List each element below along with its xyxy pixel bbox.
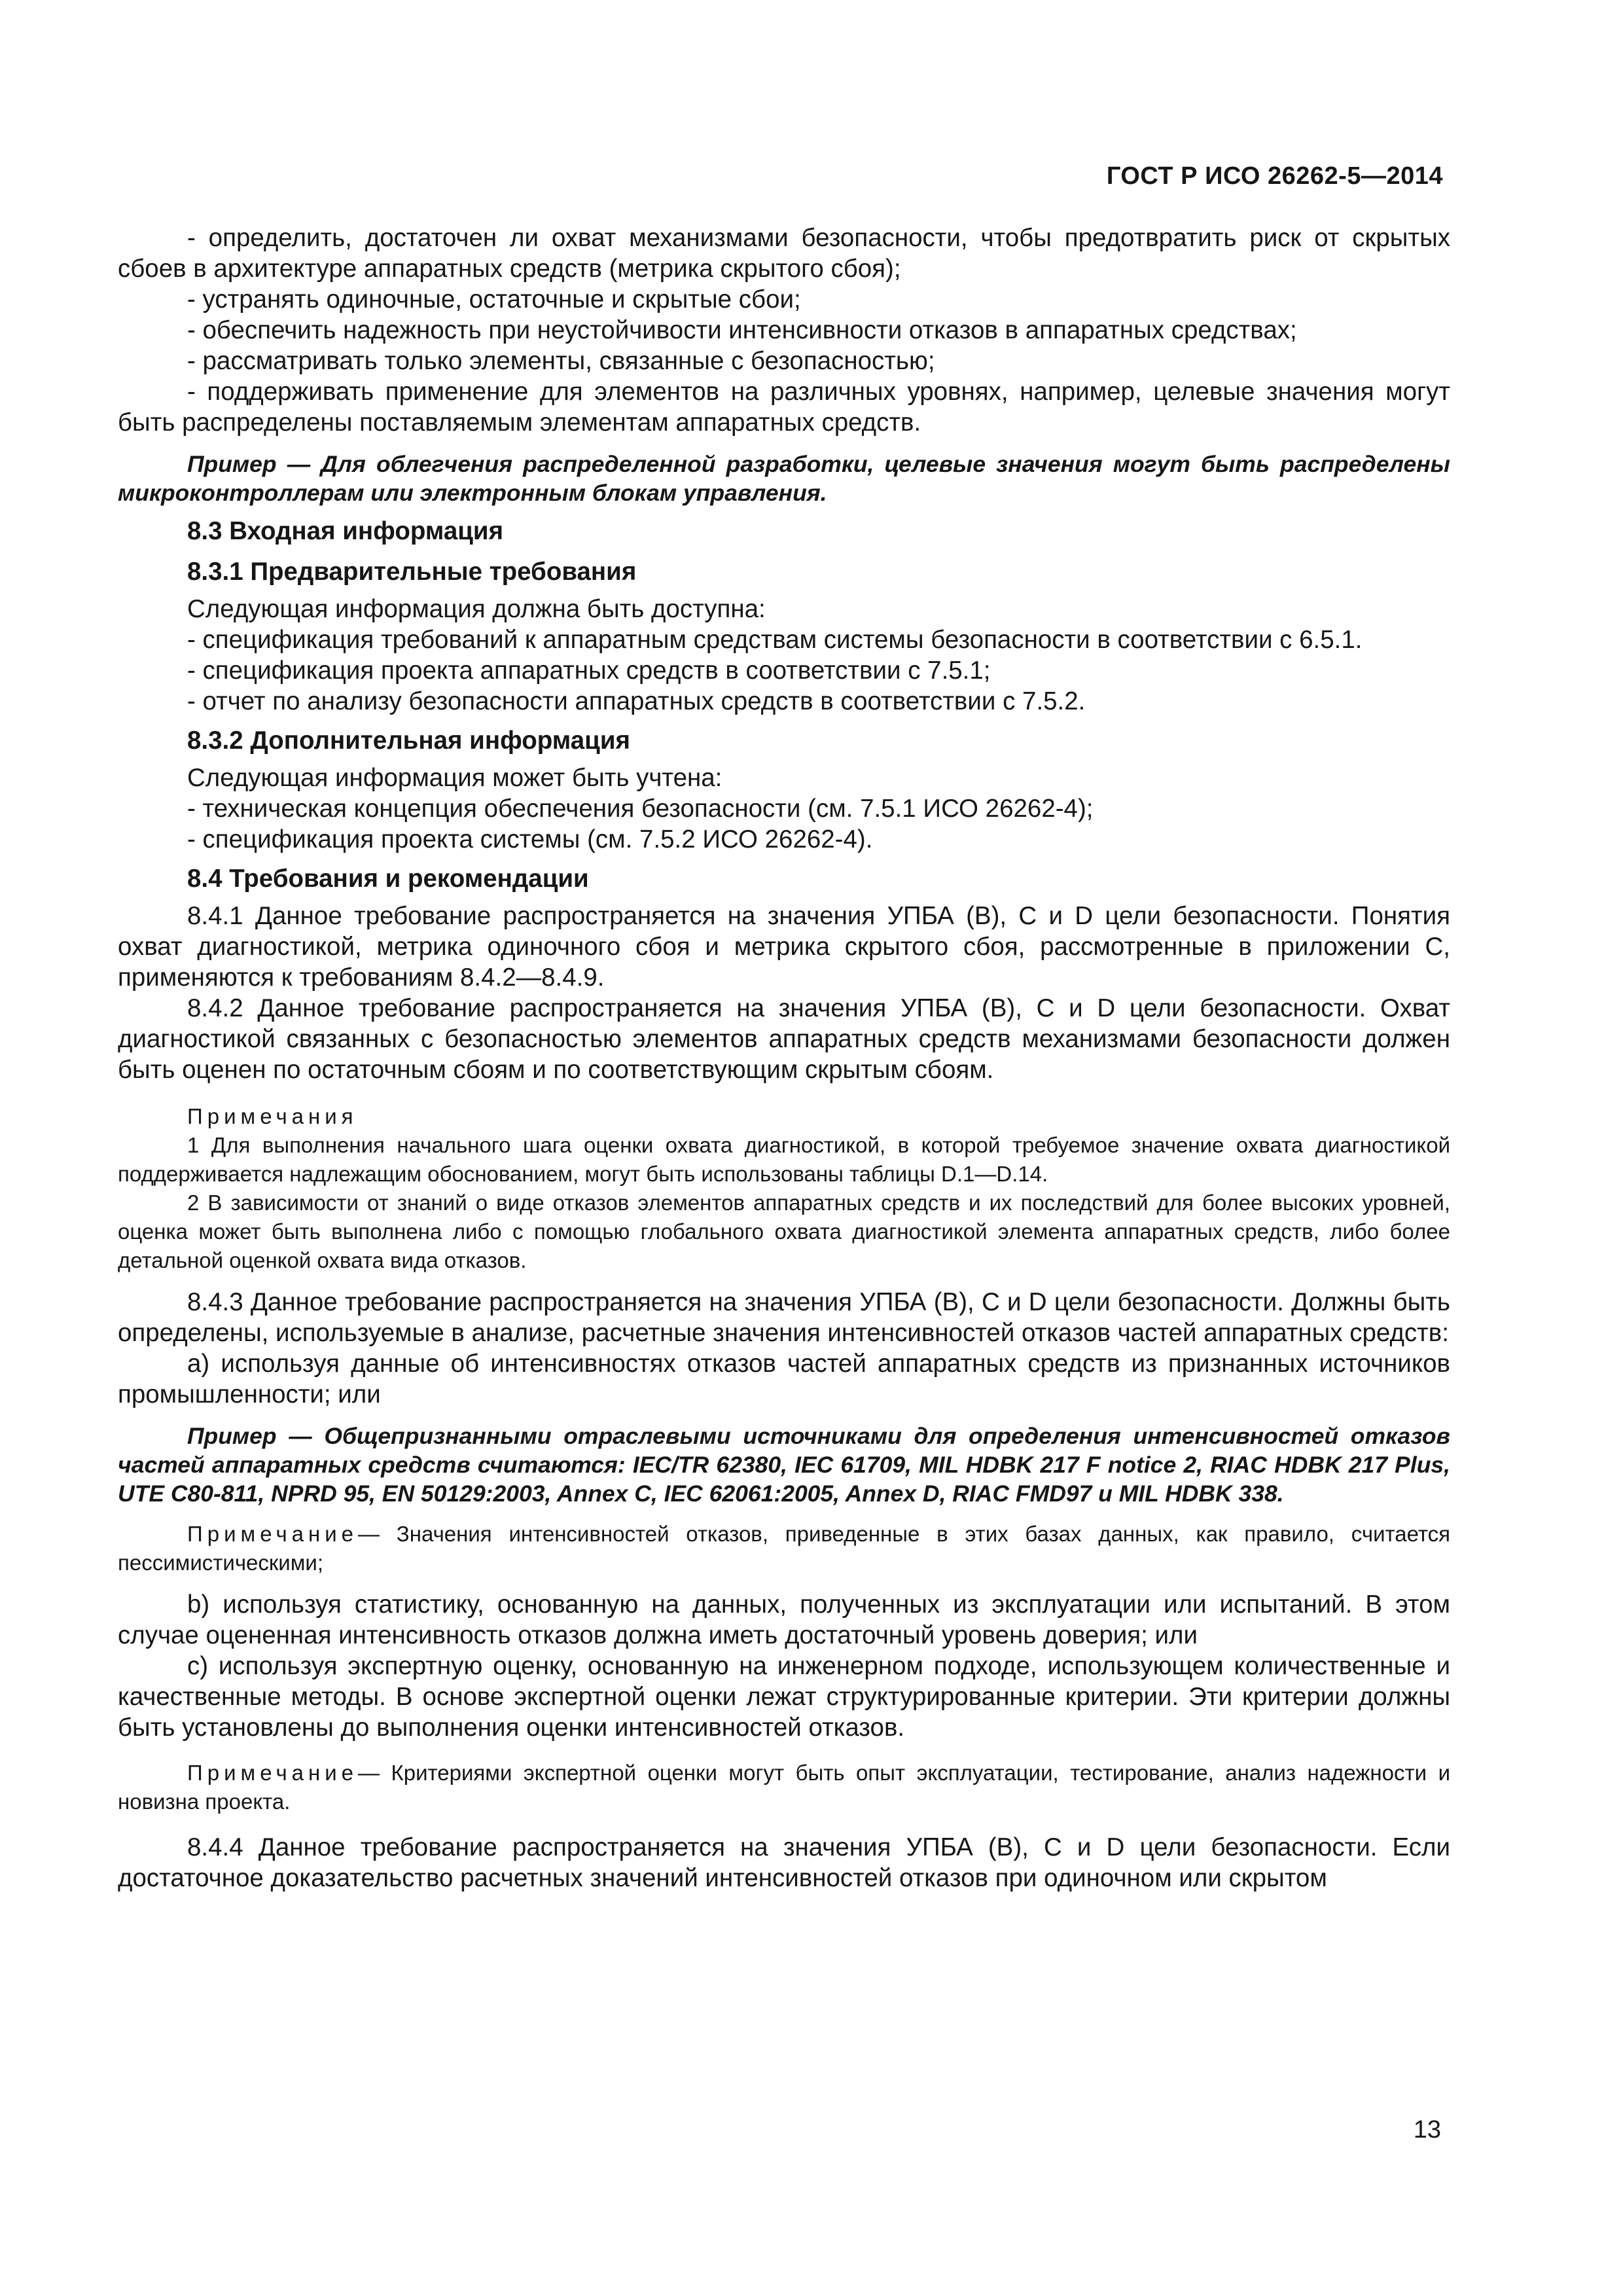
note-label: Примечание	[187, 1522, 359, 1546]
paragraph: 8.4.4 Данное требование распространяется на значения УПБА (B), C и D цели безопасности. Если достаточное доказательство расчетных значений интенсивностей отказов при одиночном или скрытом	[118, 1833, 1450, 1892]
subsection-heading: 8.3.1 Предварительные требования	[187, 558, 637, 586]
note-text	[118, 1759, 1450, 1816]
note-text	[118, 1520, 1450, 1577]
section-heading: 8.4 Требования и рекомендации	[187, 865, 589, 893]
list-item: - рассматривать только элементы, связанные с безопасностью;	[187, 347, 935, 375]
list-item: - обеспечить надежность при неустойчивости интенсивности отказов в аппаратных средствах;	[187, 316, 1297, 344]
list-item: - спецификация требований к аппаратным средствам системы безопасности в соответствии с 6.5.1.	[187, 626, 1363, 654]
paragraph: Следующая информация может быть учтена:	[187, 764, 722, 792]
paragraph: 8.4.2 Данное требование распространяется на значения УПБА (B), C и D цели безопасности. Охват диагностикой связанных с безопасностью элементов аппаратных средств механизмами безопасности должен быть оценен по остаточным сбоям и по соответствующим скрытым сбоям.	[118, 994, 1450, 1084]
list-item: - устранять одиночные, остаточные и скрытые сбои;	[187, 285, 801, 314]
list-item: - отчет по анализу безопасности аппаратных средств в соответствии с 7.5.2.	[187, 687, 1086, 715]
notes-heading: Примечания	[187, 1104, 358, 1128]
paragraph: 8.4.1 Данное требование распространяется на значения УПБА (B), C и D цели безопасности. Понятия охват диагностикой, метрика одиночного сбоя и метрика скрытого сбоя, рассмотренные в приложении C, применяются к требованиям 8.4.2—8.4.9.	[118, 902, 1450, 992]
note-label: Примечание	[187, 1761, 359, 1785]
list-item: - техническая концепция обеспечения безопасности (см. 7.5.1 ИСО 26262-4);	[187, 795, 1094, 823]
note-body: — Критериями экспертной оценки могут быть опыт эксплуатации, тестирование, анализ надежности и новизна проекта.	[118, 1761, 1450, 1814]
list-item: a) используя данные об интенсивностях отказов частей аппаратных средств из признанных источников промышленности; или	[118, 1350, 1450, 1408]
list-item: - спецификация проекта аппаратных средств в соответствии с 7.5.1;	[187, 656, 991, 685]
paragraph: Следующая информация должна быть доступна:	[187, 595, 766, 623]
example-text: Пример — Общепризнанными отраслевыми источниками для определения интенсивностей отказов частей аппаратных средств считаются: IEC/TR 62380, IEC 61709, MIL HDBK 217 F notice 2, RIAC HDBK 217 Plus, UTE C80-811, NPRD 95, EN 50129:2003, Annex C, IEC 62061:2005, Annex D, RIAC FMD97 и MIL HDBK 338.	[118, 1423, 1450, 1507]
list-item: - определить, достаточен ли охват механизмами безопасности, чтобы предотвратить риск от скрытых сбоев в архитектуре аппаратных средств (метрика скрытого сбоя);	[118, 224, 1450, 283]
note-body: — Значения интенсивностей отказов, приведенные в этих базах данных, как правило, считается пессимистическими;	[118, 1522, 1450, 1575]
example-text: Пример — Для облегчения распределенной разработки, целевые значения могут быть распределены микроконтроллерам или электронным блокам управления.	[118, 451, 1450, 506]
list-item: b) используя статистику, основанную на данных, полученных из эксплуатации или испытаний. В этом случае оцененная интенсивность отказов должна иметь достаточный уровень доверия; или	[118, 1590, 1450, 1649]
list-item: - поддерживать применение для элементов на различных уровнях, например, целевые значения могут быть распределены поставляемым элементам аппаратных средств.	[118, 378, 1450, 437]
document-header: ГОСТ Р ИСО 26262-5—2014	[1106, 162, 1443, 190]
note-text: 2 В зависимости от знаний о виде отказов элементов аппаратных средств и их последствий для более высоких уровней, оценка может быть выполнена либо с помощью глобального охвата диагностикой элемента аппаратных средств, либо более детальной оценкой охвата вида отказов.	[118, 1191, 1450, 1272]
page-content	[118, 223, 1450, 1893]
page-number: 13	[1413, 2116, 1441, 2144]
list-item: c) используя экспертную оценку, основанную на инженерном подходе, использующем количественные и качественные методы. В основе экспертной оценки лежат структурированные критерии. Эти критерии должны быть установлены до выполнения оценки интенсивностей отказов.	[118, 1652, 1450, 1742]
subsection-heading: 8.3.2 Дополнительная информация	[187, 726, 630, 755]
list-item: - спецификация проекта системы (см. 7.5.2 ИСО 26262-4).	[187, 825, 873, 853]
section-heading: 8.3 Входная информация	[187, 517, 504, 545]
paragraph: 8.4.3 Данное требование распространяется на значения УПБА (B), C и D цели безопасности. Должны быть определены, используемые в анализе, расчетные значения интенсивностей отказов частей аппаратных средств:	[118, 1288, 1450, 1347]
note-text: 1 Для выполнения начального шага оценки охвата диагностикой, в которой требуемое значение охвата диагностикой поддерживается надлежащим обоснованием, могут быть использованы таблицы D.1—D.14.	[118, 1133, 1450, 1186]
